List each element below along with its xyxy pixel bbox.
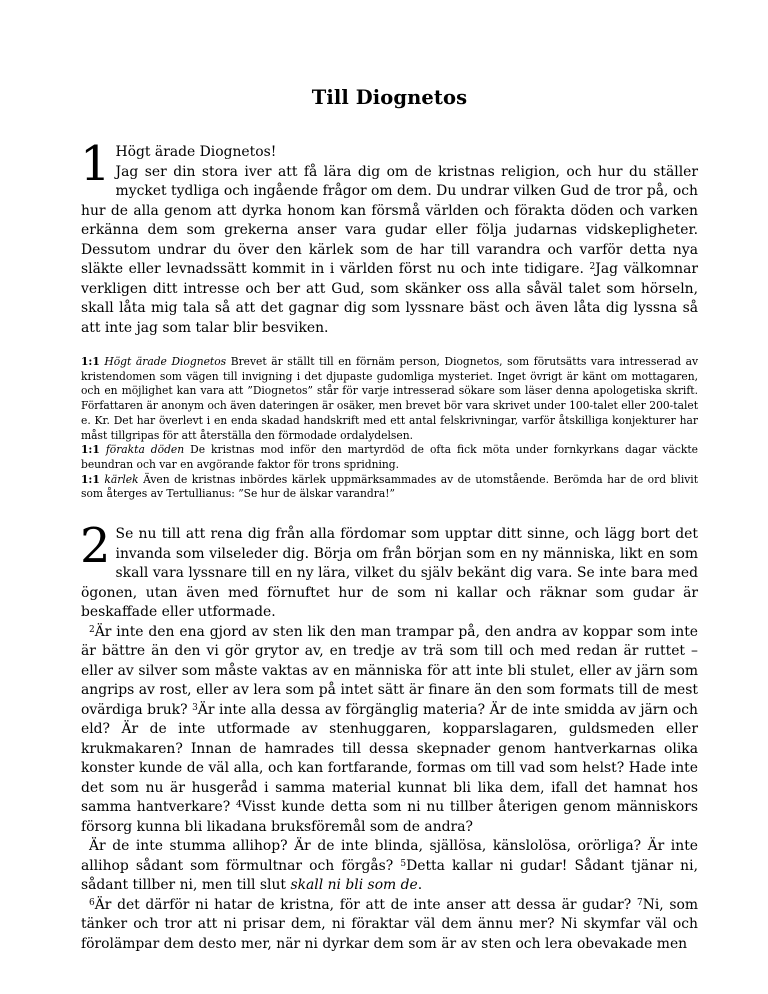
footnote-term: kärlek	[104, 472, 139, 486]
footnotes	[81, 355, 698, 502]
verse-number: 2	[89, 624, 95, 635]
verse-number: 5	[400, 858, 407, 869]
quotation: skall ni bli som de	[290, 877, 418, 894]
verse-number: 6	[89, 897, 95, 908]
greeting: Högt ärade Diognetos!	[115, 144, 277, 160]
verse-number: 7	[636, 897, 643, 908]
chapter-number: 2	[80, 518, 111, 575]
verse-number: 2	[589, 262, 596, 272]
footnote	[81, 355, 698, 443]
footnote	[81, 473, 698, 502]
chapter-1	[80, 136, 698, 338]
footnote-ref: 1:1	[81, 355, 100, 368]
footnote-text: Även de kristnas inbördes kärlek uppmärksammades av de utomstående. Berömda har de ord blivit som återges av Tertullianus: ”Se hur de älskar varandra!”	[81, 472, 698, 501]
chapter-1-verse-2: Jag välkomnar verkligen ditt intresse och ber att Gud, som skänker oss alla såväl talet som hörseln, skall låta mig tala så att det gagnar dig som lyssnare bäst och även låta dig lyssna så att inte jag som talar blir besviken.	[81, 261, 698, 336]
paragraph: $^2$Är inte den ena gjord av sten lik den man trampar på, den andra av koppar som inte är bättre än den vi gör grytor av, en tredje av trä som till och med redan är ruttet – eller av silver som måste vaktas av en människa för att inte bli stulet, eller av järn som angrips av rost, eller av lera som på intet sätt är finare än den som formats till de mest ovärdiga bruk? $^3$Är inte alla dessa av förgänglig materia? Är de inte smidda av järn och eld? Är de inte utformade av stenhuggaren, kopparslagaren, guldsmeden eller krukmakaren? Innan de hamrades till dessa skepnader genom hantverkarnas olika konster kunde de väl alla, och kan fortfarande, formas om till vad som helst? Hade inte det som nu är husgeråd i samma material kunnat bli lika dem, ifall det hamnat hos samma hantverkare? $^4$Visst kunde detta som ni nu tillber återigen genom människors försorg kunna bli likadana bruksföremål som de andra?	[81, 623, 698, 835]
chapter-number: 1	[80, 136, 111, 192]
footnote-term: Högt ärade Diognetos	[104, 355, 227, 368]
footnote-text: Brevet är ställt till en förnäm person, Diognetos, som förutsätts vara intresserad av kristendomen som vägen till invigning i det djupaste gudomliga mysteriet. Inget övrigt är känt om mottagaren, och en möjlighet kan vara att ”Diognetos” står för varje intresserad sökare som läser denna apologetiska skrift. Författaren är anonym och även dateringen är osäker, men brevet bör vara skrivet under 100-talet eller 200-talet e. Kr. Det har överlevt i en enda skadad handskrift med ett antal felskrivningar, varför åtskilliga konjekturer har måst tillgripas för att återställa den förmodade ordalydelsen.	[81, 355, 699, 442]
paragraph: Se nu till att rena dig från alla fördomar som upptar ditt sinne, och lägg bort det invanda som vilseleder dig. Börja om från början som en ny människa, likt en som skall vara lyssnare till en ny lära, vilket du själv bekänt dig vara. Se inte bara med ögonen, utan även med förnuftet hur de som ni kallar och räknar som gudar är beskaffade eller utformade.	[81, 526, 698, 621]
footnote-ref: 1:1	[81, 443, 100, 457]
paragraph: Är de inte stumma allihop? Är de inte blinda, själlösa, känslolösa, orörliga? Är inte allihop sådant som förmultnar och förgås? $^5$Detta kallar ni gudar! Sådant tjänar ni, sådant tillber ni, men till slut skall ni bli som de.	[81, 838, 698, 894]
footnote-term: förakta döden	[105, 443, 185, 457]
footnote-ref: 1:1	[81, 472, 100, 486]
paragraph: $^6$Är det därför ni hatar de kristna, för att de inte anser att dessa är gudar? $^7$Ni, som tänker och tror att ni prisar dem, ni föraktar väl dem ännu mer? Ni skymfar väl och förolämpar dem desto mer, när ni dyrkar dem som är av sten och lera obevakade men	[81, 896, 699, 952]
chapter-1-text	[80, 136, 698, 338]
document-page	[81, 86, 698, 954]
footnote-text: De kristnas mod inför den martyrdöd de ofta fick möta under fornkyrkans dagar väckte beundran och var en avgörande faktor för trons spridning.	[81, 443, 698, 471]
verse-number: 3	[192, 702, 198, 713]
chapter-2	[80, 518, 699, 954]
chapter-1-verse-1: Jag ser din stora iver att få lära dig om de kristnas religion, och hur du ställer mycket tydliga och ingående frågor om dem. Du undrar vilken Gud de tror på, och hur de alla genom att dyrka honom kan försmå världen och förakta döden och varken erkänna dem som grekerna anser vara gudar eller följa judarnas vidskepligheter. Dessutom undrar du över den kärlek som de har till varandra och varför detta nya släkte eller levnadssätt kommit in i världen först nu och inte tidigare.	[81, 163, 698, 277]
footnote	[81, 443, 698, 472]
page-title: Till Diognetos	[311, 86, 468, 109]
verse-number: 4	[235, 800, 242, 811]
